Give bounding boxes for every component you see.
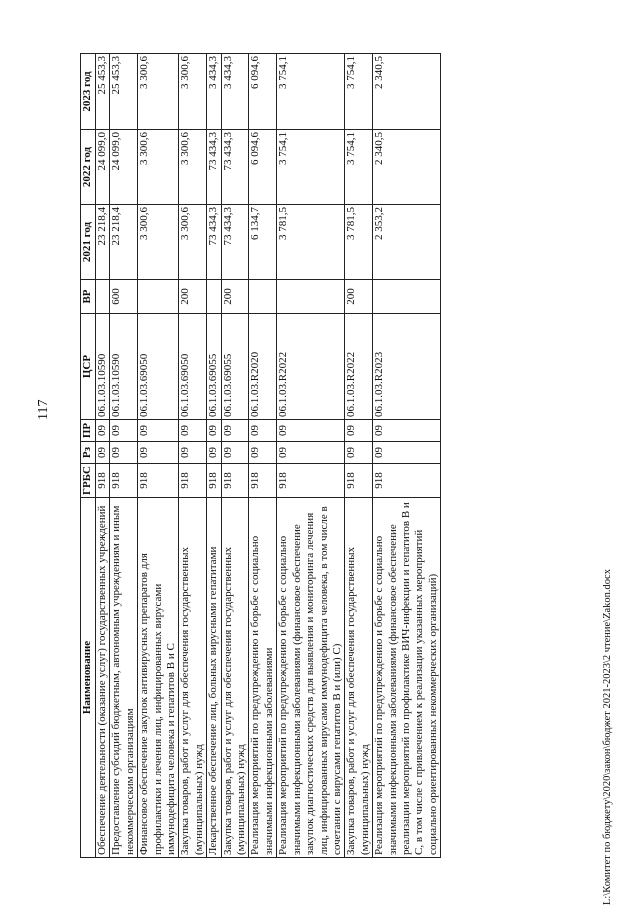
row-2023: 25 453,3 xyxy=(110,54,138,130)
row-pr: 09 xyxy=(179,420,207,442)
table-row xyxy=(249,54,277,858)
row-2023: 3 754,1 xyxy=(277,54,345,130)
row-name: Реализация мероприятий по предупреждению и борьбе с социально значимыми инфекционными заболеваниями xyxy=(249,498,277,858)
row-2021: 3 300,6 xyxy=(179,205,207,280)
row-2022: 24 099,0 xyxy=(96,130,110,205)
header-2021: 2021 год xyxy=(81,205,96,280)
table-row xyxy=(179,54,207,858)
table-row xyxy=(110,54,138,858)
row-2022: 73 434,3 xyxy=(207,130,221,205)
row-2023: 3 434,3 xyxy=(207,54,221,130)
row-grbs: 918 xyxy=(138,464,179,498)
row-name: Закупка товаров, работ и услуг для обеспечения государственных (муниципальных) нужд xyxy=(345,498,373,858)
row-2023: 2 340,5 xyxy=(373,54,441,130)
row-name: Закупка товаров, работ и услуг для обеспечения государственных (муниципальных) нужд xyxy=(179,498,207,858)
row-rz: 09 xyxy=(179,442,207,464)
header-2022: 2022 год xyxy=(81,130,96,205)
row-pr: 09 xyxy=(207,420,221,442)
row-csr: 06.1.03.69055 xyxy=(207,314,221,420)
row-2021: 3 300,6 xyxy=(138,205,179,280)
row-pr: 09 xyxy=(373,420,441,442)
budget-table xyxy=(80,53,441,858)
row-2022: 2 340,5 xyxy=(373,130,441,205)
row-csr: 06.1.03.R2022 xyxy=(345,314,373,420)
row-rz: 09 xyxy=(373,442,441,464)
row-grbs: 918 xyxy=(207,464,221,498)
row-csr: 06.1.03.R2022 xyxy=(277,314,345,420)
row-csr: 06.1.03.10590 xyxy=(110,314,138,420)
row-csr: 06.1.03.R2023 xyxy=(373,314,441,420)
row-2023: 3 434,3 xyxy=(221,54,249,130)
row-csr: 06.1.03.R2020 xyxy=(249,314,277,420)
row-2021: 6 134,7 xyxy=(249,205,277,280)
row-pr: 09 xyxy=(110,420,138,442)
row-2023: 3 754,1 xyxy=(345,54,373,130)
table-row xyxy=(221,54,249,858)
row-2023: 3 300,6 xyxy=(179,54,207,130)
file-path-footer: L:\Комитет по бюджету\2020\закон\бюджет 2021-2023\2 чтение\Zakon.docx xyxy=(602,569,613,905)
table-row xyxy=(345,54,373,858)
row-csr: 06.1.03.69050 xyxy=(179,314,207,420)
row-rz: 09 xyxy=(277,442,345,464)
row-name: Финансовое обеспечение закупок антивирусных препаратов для профилактики и лечения лиц, инфицированных вирусами иммунодефицита человека и гепатитов В и С xyxy=(138,498,179,858)
row-2023: 6 094,6 xyxy=(249,54,277,130)
row-rz: 09 xyxy=(110,442,138,464)
row-name: Обеспечение деятельности (оказание услуг) государственных учреждений xyxy=(96,498,110,858)
row-vr xyxy=(138,280,179,314)
row-pr: 09 xyxy=(249,420,277,442)
header-name: Наименование xyxy=(81,498,96,858)
row-csr: 06.1.03.69055 xyxy=(221,314,249,420)
table-row xyxy=(138,54,179,858)
row-vr xyxy=(277,280,345,314)
row-2022: 3 300,6 xyxy=(138,130,179,205)
row-2023: 25 453,3 xyxy=(96,54,110,130)
row-vr xyxy=(96,280,110,314)
header-2023: 2023 год xyxy=(81,54,96,130)
row-pr: 09 xyxy=(277,420,345,442)
row-vr: 600 xyxy=(110,280,138,314)
row-2022: 3 754,1 xyxy=(345,130,373,205)
row-2021: 73 434,3 xyxy=(207,205,221,280)
row-2021: 73 434,3 xyxy=(221,205,249,280)
header-pr: ПР xyxy=(81,420,96,442)
row-vr: 200 xyxy=(179,280,207,314)
table-header-row xyxy=(81,54,96,858)
row-2021: 3 781,5 xyxy=(345,205,373,280)
row-rz: 09 xyxy=(96,442,110,464)
row-vr xyxy=(249,280,277,314)
page-number: 117 xyxy=(36,399,51,420)
row-2022: 3 300,6 xyxy=(179,130,207,205)
row-pr: 09 xyxy=(138,420,179,442)
header-vr: ВР xyxy=(81,280,96,314)
row-vr: 200 xyxy=(345,280,373,314)
row-2021: 2 353,2 xyxy=(373,205,441,280)
row-pr: 09 xyxy=(221,420,249,442)
row-grbs: 918 xyxy=(110,464,138,498)
row-2021: 3 781,5 xyxy=(277,205,345,280)
row-vr xyxy=(207,280,221,314)
row-name: Лекарственное обеспечение лиц, больных вирусными гепатитами xyxy=(207,498,221,858)
row-csr: 06.1.03.10590 xyxy=(96,314,110,420)
row-vr xyxy=(373,280,441,314)
row-grbs: 918 xyxy=(345,464,373,498)
header-rz: Рз xyxy=(81,442,96,464)
row-grbs: 918 xyxy=(221,464,249,498)
row-rz: 09 xyxy=(345,442,373,464)
row-grbs: 918 xyxy=(249,464,277,498)
row-rz: 09 xyxy=(138,442,179,464)
header-grbs: ГРБС xyxy=(81,464,96,498)
row-2021: 23 218,4 xyxy=(96,205,110,280)
row-name: Реализация мероприятий по предупреждению и борьбе с социально значимыми инфекционными заболеваниями (финансовое обеспечение закупок диагностических средств для выявления и мониторинга лечения лиц, инфицированных вирусами иммунодефицита человека, в том числе в сочетании с вирусами гепатитов В и (или) С) xyxy=(277,498,345,858)
table-row xyxy=(96,54,110,858)
row-name: Закупка товаров, работ и услуг для обеспечения государственных (муниципальных) нужд xyxy=(221,498,249,858)
row-grbs: 918 xyxy=(277,464,345,498)
row-name: Реализация мероприятий по предупреждению и борьбе с социально значимыми инфекционными заболеваниями (финансовое обеспечение реализации мероприятий по профилактике ВИЧ-инфекции и гепатитов В и С, в том числе с привлечением к реализации указанных мероприятий социально ориентированных некоммерческих организаций) xyxy=(373,498,441,858)
row-name: Предоставление субсидий бюджетным, автономным учреждениям и иным некоммерческим организациям xyxy=(110,498,138,858)
table-row xyxy=(277,54,345,858)
row-rz: 09 xyxy=(249,442,277,464)
budget-table-wrapper xyxy=(80,54,600,858)
row-pr: 09 xyxy=(345,420,373,442)
table-row xyxy=(207,54,221,858)
row-rz: 09 xyxy=(221,442,249,464)
row-grbs: 918 xyxy=(373,464,441,498)
row-2022: 24 099,0 xyxy=(110,130,138,205)
row-2021: 23 218,4 xyxy=(110,205,138,280)
row-grbs: 918 xyxy=(96,464,110,498)
row-2022: 6 094,6 xyxy=(249,130,277,205)
row-csr: 06.1.03.69050 xyxy=(138,314,179,420)
row-grbs: 918 xyxy=(179,464,207,498)
row-2023: 3 300,6 xyxy=(138,54,179,130)
row-pr: 09 xyxy=(96,420,110,442)
row-2022: 3 754,1 xyxy=(277,130,345,205)
row-vr: 200 xyxy=(221,280,249,314)
row-rz: 09 xyxy=(207,442,221,464)
row-2022: 73 434,3 xyxy=(221,130,249,205)
table-row xyxy=(373,54,441,858)
header-csr: ЦСР xyxy=(81,314,96,420)
